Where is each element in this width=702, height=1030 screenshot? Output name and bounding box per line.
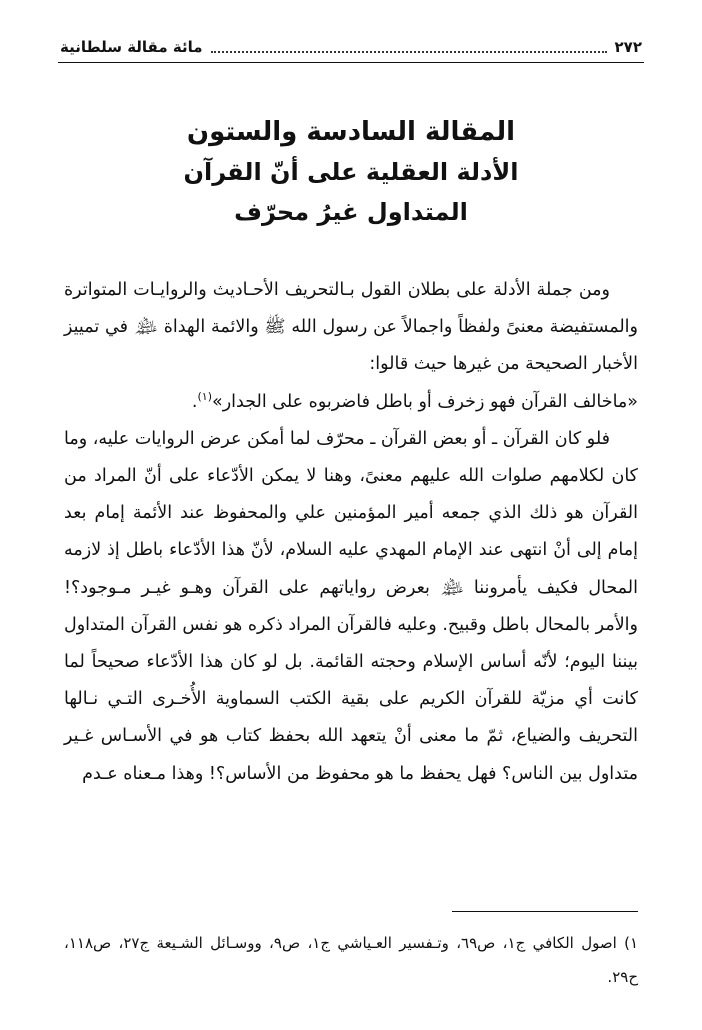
article-subtitle-line2: المتداول غيرُ محرّف <box>234 198 468 226</box>
book-title: مائة مقالة سلطانية <box>60 38 203 56</box>
page-number: ٢٧٢ <box>614 38 642 56</box>
footnote-divider <box>452 911 638 912</box>
quote-text: «ماخالف القرآن فهو زخرف أو باطل فاضربوه على الجدار» <box>212 391 638 412</box>
running-header <box>60 36 642 58</box>
header-leader-dots <box>211 41 607 53</box>
paragraph-2: فلو كان القرآن ـ أو بعض القرآن ـ محرّف لما أمكن عرض الروايات عليه، وما كان لكلامهم صلوات الله عليهم معنىً، وهنا لا يمكن الأدّعاء على أنّ المراد من القرآن هو ذلك الذي جمعه أمير المؤمنين علي والمحفوظ عند الأئمة إمام بعد إمام إلى أنْ انتهى عند الإمام المهدي عليه السلام، لأنّ هذا الأدّعاء باطل إذ لازمه المحال فكيف يأمروننا ﵈ بعرض رواياتهم على القرآن وهـو غيـر مـوجود؟! والأمر بالمحال باطل وقبيح. وعليه فالقرآن المراد ذكره هو نفس القرآن المتداول بيننا اليوم؛ لأنّه أساس الإسلام وحجته القائمة. بل لو كان هذا الأدّعاء صحيحاً لما كانت أي مزيّة للقرآن الكريم على بقية الكتب السماوية الأُخـرى التـي نـالها التحريف والضياع، ثمّ ما معنى أنْ يتعهد الله بحفظ كتاب هو في الأسـاس غـير متداول بين الناس؟ فهل يحفظ ما هو محفوظ من الأساس؟! وهذا مـعناه عـدم <box>63 428 638 784</box>
footnote-marker: (١) <box>197 389 213 403</box>
article-subtitle-line1: الأدلة العقلية على أنّ القرآن <box>183 158 519 186</box>
article-heading <box>60 112 642 232</box>
article-title: المقالة السادسة والستون <box>186 117 516 147</box>
footnote: ١) اصول الكافي ج١، ص٦٩، وتـفسير العـياشي ج١، ص٩، ووسـائل الشـيعة ج٢٧، ص١١٨، ح٢٩. <box>64 934 639 986</box>
article-body <box>64 272 638 793</box>
header-divider <box>58 62 644 63</box>
paragraph-1: ومن جملة الأدلة على بطلان القول بـالتحريف الأحـاديث والروايـات المتواترة والمستفيضة معنىً ولفظاً واجمالاً عن رسول الله ﷺ والائمة الهداة ﵈ في تمييز الأخبار الصحيحة من غيرها حيث قالوا: <box>64 280 638 375</box>
quote-paragraph: «ماخالف القرآن فهو زخرف أو باطل فاضربوه على الجدار»$^{(١)}$. <box>191 389 638 412</box>
